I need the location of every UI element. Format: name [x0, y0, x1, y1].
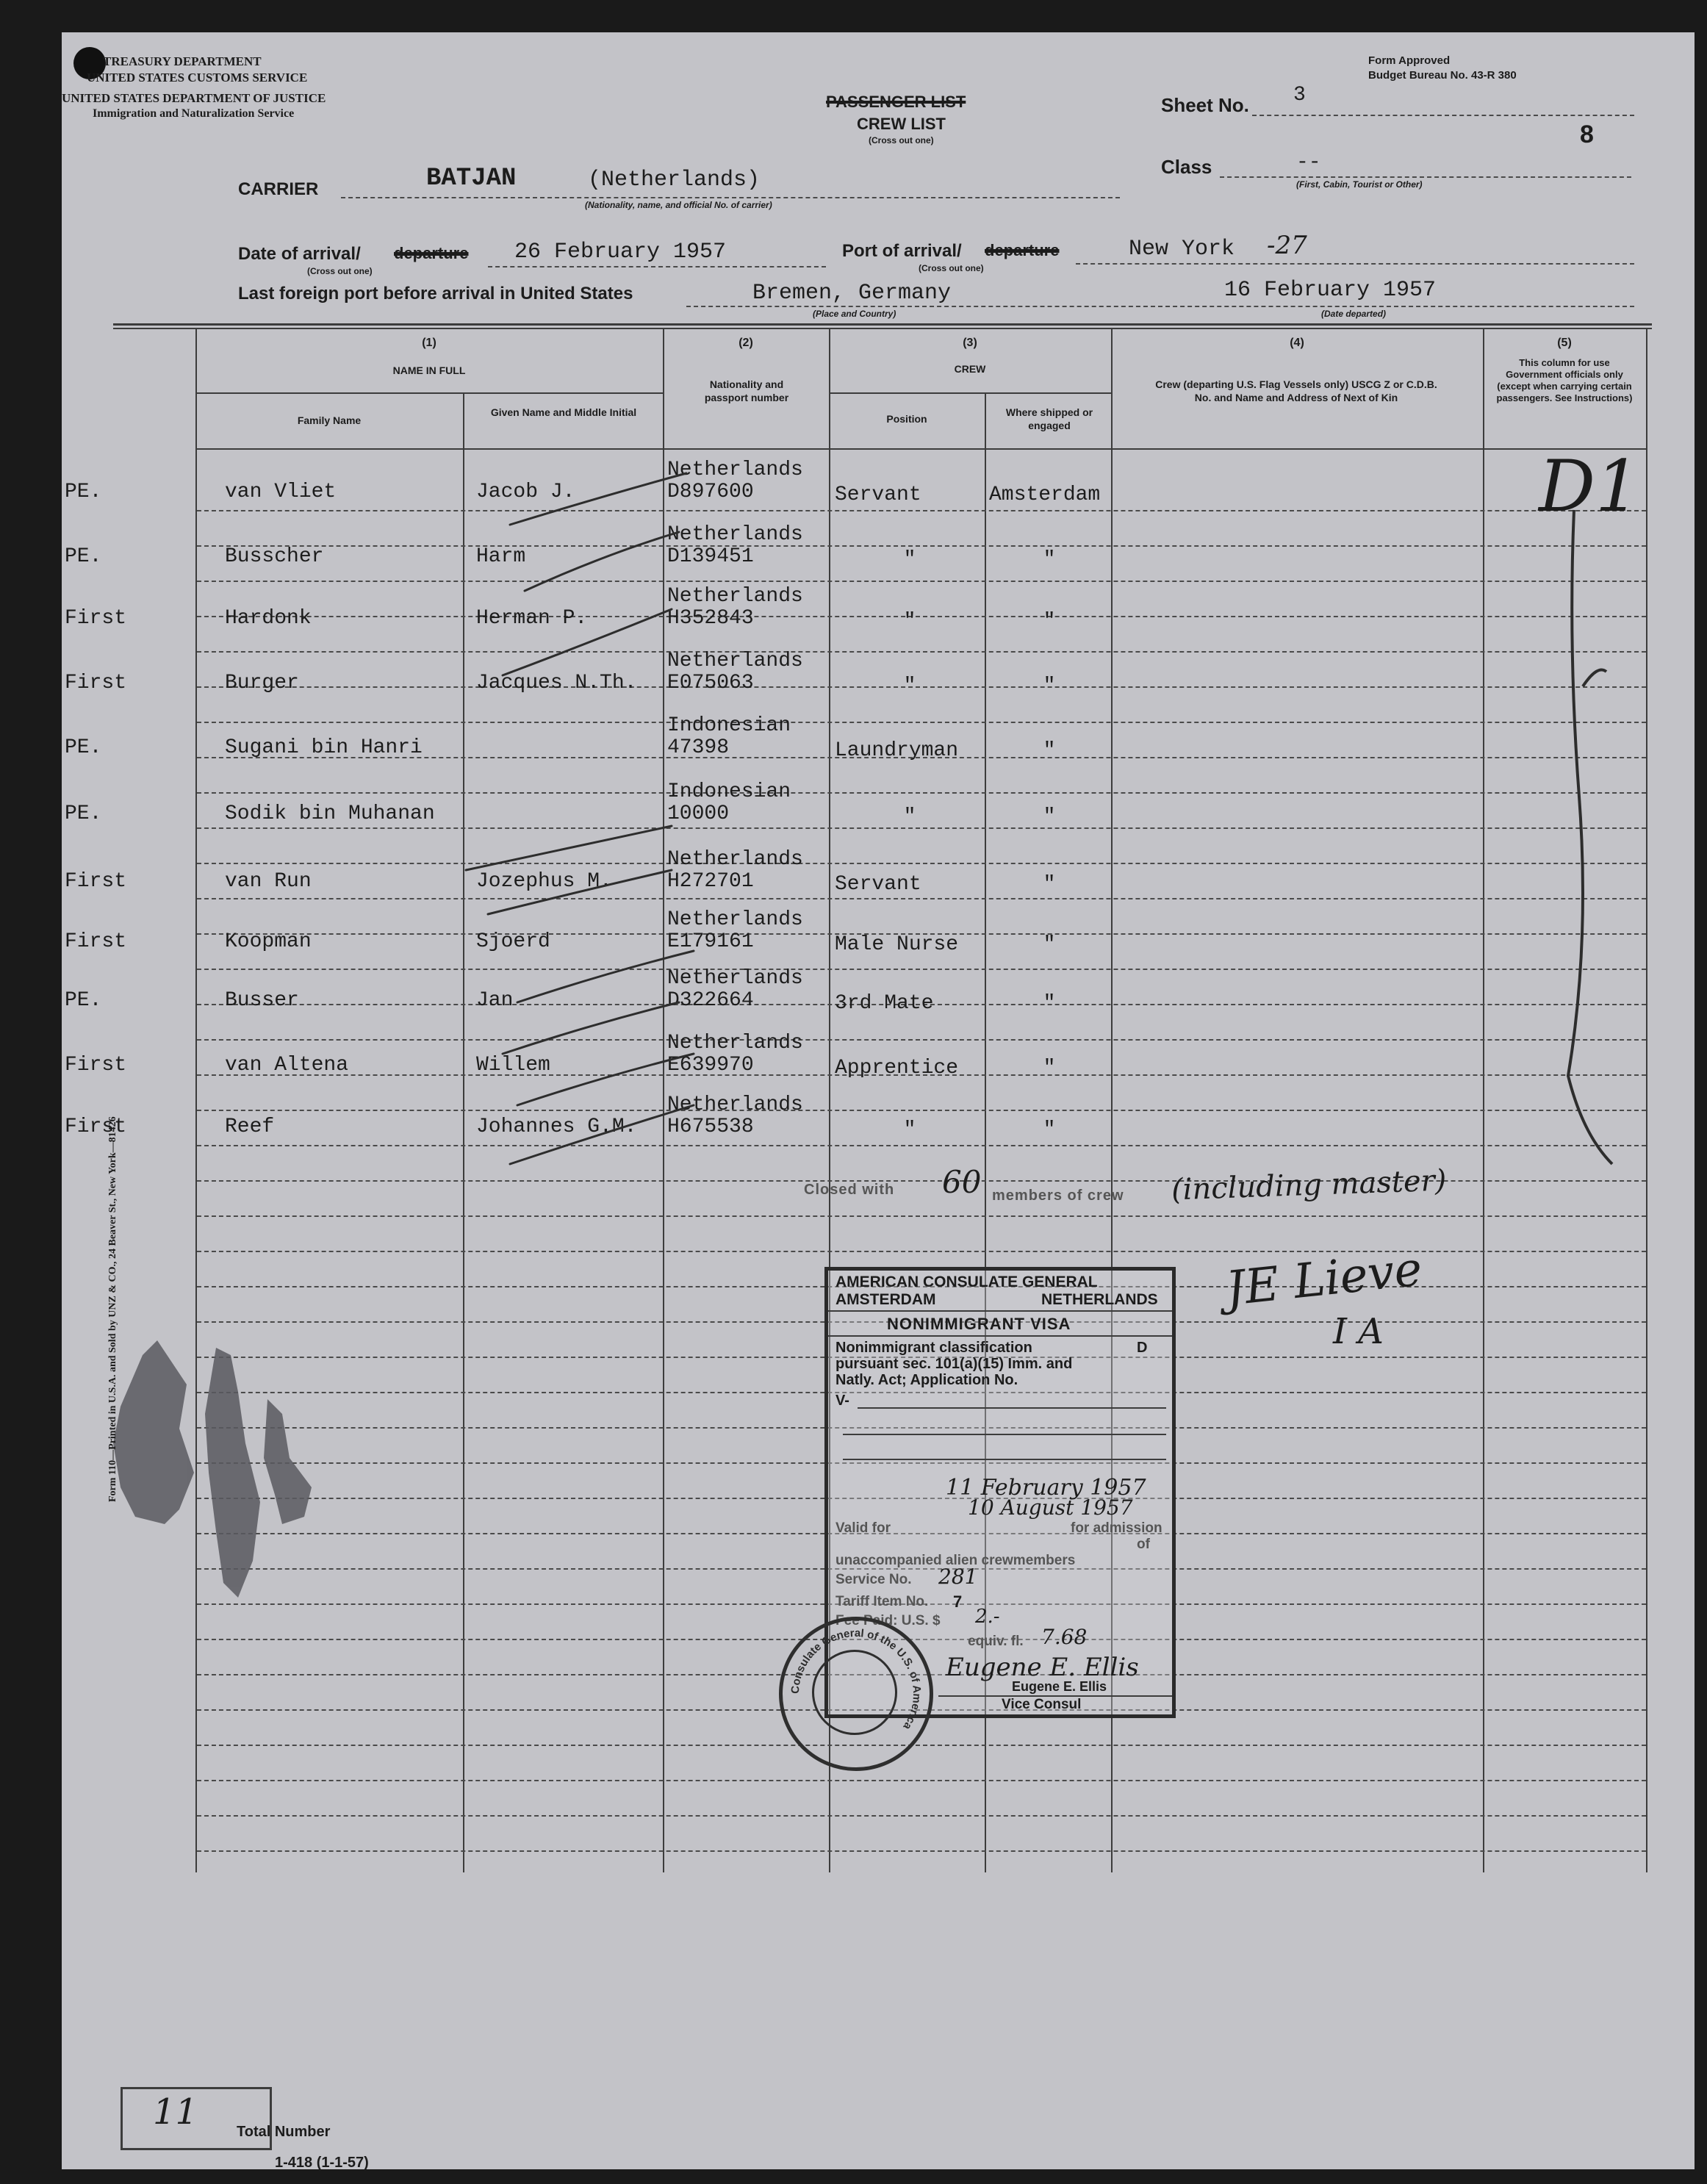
- total-value: 11: [153, 2091, 198, 2133]
- passport-number: 47398: [667, 736, 730, 759]
- visa-class-value: D: [1137, 1340, 1148, 1356]
- ruled-line: [197, 969, 1646, 970]
- crew-position: ": [903, 675, 916, 697]
- family-name: Sodik bin Muhanan: [225, 802, 435, 825]
- visa-rule-2: [828, 1335, 1172, 1337]
- class-label: Class: [1161, 156, 1212, 178]
- crew-position: Servant: [835, 873, 921, 896]
- carrier-nationality: (Netherlands): [588, 168, 761, 193]
- header-bottom-rule: [195, 448, 1647, 450]
- port-note: -27: [1267, 231, 1307, 260]
- given-name: Jacob J.: [476, 481, 575, 503]
- row-mark: First: [65, 870, 127, 893]
- ink-stains: [106, 1340, 326, 1649]
- row-mark: PE.: [65, 545, 102, 568]
- passport-number: D139451: [667, 545, 754, 568]
- visa-line1: AMERICAN CONSULATE GENERAL: [835, 1274, 1098, 1290]
- col5-number: (5): [1557, 337, 1572, 349]
- shipped-at: ": [1043, 1057, 1056, 1080]
- closed-suffix: members of crew: [992, 1188, 1124, 1204]
- sheet-value: 3: [1293, 84, 1306, 107]
- shipped-at: ": [1043, 933, 1056, 956]
- visa-rule-5: [843, 1459, 1166, 1460]
- visa-tariff-label: Tariff Item No.: [835, 1594, 929, 1609]
- col2-number: (2): [738, 337, 753, 349]
- col1-number: (1): [422, 337, 436, 349]
- visa-tariff-value: 7: [953, 1592, 963, 1611]
- shipped-at: Amsterdam: [989, 484, 1101, 506]
- ruled-line: [197, 1110, 1646, 1111]
- crew-position: ": [903, 610, 916, 633]
- visa-equiv-value: 7.68: [1041, 1625, 1088, 1649]
- visa-consul-name: Eugene E. Ellis: [1012, 1679, 1107, 1694]
- visa-line8b: for admission: [1071, 1520, 1162, 1536]
- table-top-rule-2: [113, 328, 1652, 329]
- crew-position: ": [903, 548, 916, 571]
- visa-rule-1: [828, 1310, 1172, 1312]
- shipped-at: ": [1043, 739, 1056, 762]
- ruled-line: [197, 1145, 1646, 1146]
- ruled-line: [197, 545, 1646, 547]
- ruled-line: [197, 722, 1646, 723]
- ruled-line: [197, 1780, 1646, 1781]
- last-port-hint: (Place and Country): [813, 309, 896, 319]
- nationality: Netherlands: [667, 967, 803, 990]
- carrier-name: BATJAN: [426, 165, 517, 193]
- nationality: Indonesian: [667, 714, 791, 737]
- given-name: Johannes G.M.: [476, 1116, 637, 1138]
- visa-fee-label: Fee Paid: U.S. $: [835, 1613, 941, 1628]
- family-name: Hardonk: [225, 607, 312, 630]
- arrival-date: 26 February 1957: [514, 240, 727, 265]
- right-edge-line: [1646, 329, 1647, 1872]
- sheet-label: Sheet No.: [1161, 94, 1249, 116]
- shipped-at: ": [1043, 805, 1056, 828]
- passport-number: D322664: [667, 989, 754, 1012]
- nationality: Netherlands: [667, 1093, 803, 1116]
- nationality: Netherlands: [667, 585, 803, 608]
- port-struck: departure: [985, 241, 1060, 259]
- agency-treasury: TREASURY DEPARTMENT: [103, 54, 262, 68]
- shipped-at: ": [1043, 548, 1056, 571]
- row-mark: First: [65, 1116, 127, 1138]
- visa-issued-date: 11 February 1957: [946, 1475, 1146, 1501]
- row-mark: First: [65, 672, 127, 694]
- visa-line2a: AMSTERDAM: [835, 1291, 936, 1308]
- date-cross-hint: (Cross out one): [307, 266, 373, 276]
- crew-position: Male Nurse: [835, 933, 959, 956]
- page-mark: 8: [1580, 121, 1594, 148]
- d1-mark: D1: [1539, 445, 1641, 528]
- date-label: Date of arrival/: [238, 244, 361, 264]
- row-mark: First: [65, 1054, 127, 1077]
- given-name: Sjoerd: [476, 930, 550, 953]
- visa-rule-4: [843, 1434, 1166, 1435]
- crew-list-form: [62, 32, 1695, 2169]
- visa-service-label: Service No.: [835, 1572, 912, 1587]
- shipped-header: Where shipped or engaged: [1005, 406, 1093, 431]
- row-mark: First: [65, 607, 127, 630]
- col4-number: (4): [1290, 337, 1304, 349]
- closed-hand-note: (including master): [1171, 1163, 1448, 1207]
- nationality: Netherlands: [667, 650, 803, 672]
- signature-initials: I A: [1333, 1311, 1384, 1352]
- agency-ins: Immigration and Naturalization Service: [93, 107, 295, 120]
- side-print: Form 110—Printed in U.S.A. and Sold by UNZ & CO., 24 Beaver St., New York—81426: [107, 1116, 118, 1502]
- nationality: Netherlands: [667, 1032, 803, 1055]
- shipped-at: ": [1043, 873, 1056, 896]
- visa-line3: NONIMMIGRANT VISA: [887, 1315, 1071, 1333]
- family-name: van Vliet: [225, 481, 337, 503]
- shipped-at: ": [1043, 675, 1056, 697]
- signature: JE Lieve: [1223, 1242, 1425, 1317]
- ruled-line: [197, 1251, 1646, 1252]
- form-approved: Form Approved: [1368, 54, 1451, 67]
- family-name: Busser: [225, 989, 299, 1012]
- crew-header: CREW: [954, 363, 986, 375]
- nationality: Indonesian: [667, 780, 791, 803]
- ruled-line: [197, 792, 1646, 794]
- carrier-line: [341, 197, 1120, 198]
- ruled-line: [197, 510, 1646, 511]
- date-line: [488, 266, 826, 267]
- crew-position: ": [903, 1118, 916, 1141]
- closed-prefix: Closed with: [804, 1182, 895, 1198]
- visa-equiv-label: equiv. fl.: [968, 1634, 1024, 1649]
- given-name-header: Given Name and Middle Initial: [490, 406, 637, 418]
- ruled-line: [197, 1039, 1646, 1041]
- ruled-line: [197, 1815, 1646, 1817]
- port-cross-hint: (Cross out one): [919, 263, 984, 273]
- bracket-stroke: [1524, 503, 1627, 1193]
- last-port-value: Bremen, Germany: [752, 281, 952, 306]
- sheet-line: [1252, 115, 1634, 116]
- col1-title: NAME IN FULL: [392, 364, 466, 376]
- name-sub-rule: [195, 392, 664, 394]
- family-name: Burger: [225, 672, 299, 694]
- visa-line5: pursuant sec. 101(a)(15) Imm. and: [835, 1356, 1073, 1372]
- form-code: 1-418 (1-1-57): [275, 2155, 369, 2169]
- ruled-line: [197, 581, 1646, 582]
- last-port-line: [686, 306, 1634, 307]
- given-name: Jacques N.Th.: [476, 672, 637, 694]
- col5-header: This column for use Government officials only (except when carrying certain passengers. See Instructions): [1496, 357, 1633, 403]
- nationality: Netherlands: [667, 523, 803, 546]
- visa-rule-3: [858, 1407, 1166, 1409]
- date-departed-hint: (Date departed): [1321, 309, 1387, 319]
- ruled-line: [197, 651, 1646, 653]
- class-value: --: [1296, 151, 1321, 174]
- arrival-port: New York: [1129, 237, 1235, 262]
- visa-line8: Valid for: [835, 1520, 891, 1536]
- seal-ring-label: Consulate General of the U.S. of America: [788, 1626, 924, 1732]
- row-mark: PE.: [65, 802, 102, 825]
- class-line: [1220, 176, 1631, 178]
- crew-list-title: CREW LIST: [857, 115, 946, 133]
- family-name: van Altena: [225, 1054, 349, 1077]
- family-name: Reef: [225, 1116, 275, 1138]
- date-struck: departure: [394, 244, 469, 262]
- ruled-line: [197, 898, 1646, 899]
- passport-number: D897600: [667, 481, 754, 503]
- passport-number: H352843: [667, 607, 754, 630]
- consulate-seal: [779, 1617, 933, 1771]
- visa-service-value: 281: [938, 1565, 978, 1589]
- table-top-rule: [113, 323, 1652, 326]
- nationality: Netherlands: [667, 848, 803, 871]
- last-port-label: Last foreign port before arrival in United States: [238, 284, 633, 303]
- visa-consul-title: Vice Consul: [1002, 1697, 1082, 1712]
- visa-line10: unaccompanied alien crewmembers: [835, 1553, 1076, 1568]
- nationality: Netherlands: [667, 908, 803, 931]
- class-hint: (First, Cabin, Tourist or Other): [1296, 179, 1423, 190]
- position-header: Position: [886, 413, 927, 425]
- port-line: [1076, 263, 1634, 265]
- visa-line2b: NETHERLANDS: [1041, 1291, 1158, 1308]
- agency-justice: UNITED STATES DEPARTMENT OF JUSTICE: [62, 91, 326, 105]
- crew-position: Servant: [835, 484, 921, 506]
- row-mark: PE.: [65, 989, 102, 1012]
- passport-number: 10000: [667, 802, 730, 825]
- passport-number: E639970: [667, 1054, 754, 1077]
- port-label: Port of arrival/: [842, 241, 962, 261]
- crew-position: Laundryman: [835, 739, 959, 762]
- row-mark: First: [65, 930, 127, 953]
- passport-number: E075063: [667, 672, 754, 694]
- visa-fee-value: 2.-: [975, 1606, 1000, 1628]
- budget-bureau: Budget Bureau No. 43-R 380: [1368, 69, 1517, 82]
- col-line-7: [1483, 329, 1484, 1872]
- crew-position: ": [903, 805, 916, 828]
- shipped-at: ": [1043, 610, 1056, 633]
- family-name: van Run: [225, 870, 312, 893]
- cross-out-hint: (Cross out one): [869, 135, 934, 146]
- closed-count: 60: [942, 1164, 982, 1200]
- shipped-at: ": [1043, 992, 1056, 1015]
- ruled-line: [197, 1215, 1646, 1217]
- given-name: Harm: [476, 545, 526, 568]
- visa-line6: Natly. Act; Application No.: [835, 1372, 1018, 1388]
- given-name: Herman P.: [476, 607, 588, 630]
- ruled-line: [197, 1850, 1646, 1852]
- family-name-header: Family Name: [297, 414, 362, 426]
- visa-line9: of: [1137, 1537, 1150, 1552]
- ruled-line: [197, 863, 1646, 864]
- given-name: Jozephus M.: [476, 870, 612, 893]
- row-mark: PE.: [65, 736, 102, 759]
- passport-number: E179161: [667, 930, 754, 953]
- crew-position: 3rd Mate: [835, 992, 934, 1015]
- nationality-header: Nationality and passport number: [704, 378, 789, 403]
- carrier-label: CARRIER: [238, 179, 319, 199]
- col3-number: (3): [963, 337, 977, 349]
- passenger-list-struck: PASSENGER LIST: [826, 93, 966, 111]
- agency-customs: UNITED STATES CUSTOMS SERVICE: [87, 71, 308, 85]
- passport-number: H675538: [667, 1116, 754, 1138]
- row-mark: PE.: [65, 481, 102, 503]
- family-name: Busscher: [225, 545, 324, 568]
- family-name: Sugani bin Hanri: [225, 736, 423, 759]
- check-strokes: [459, 444, 752, 1223]
- total-label: Total Number: [237, 2124, 331, 2140]
- passport-number: H272701: [667, 870, 754, 893]
- nationality: Netherlands: [667, 459, 803, 481]
- visa-line7: V-: [835, 1393, 849, 1409]
- crew-sub-rule: [829, 392, 1113, 394]
- family-name: Koopman: [225, 930, 312, 953]
- crew-position: Apprentice: [835, 1057, 959, 1080]
- visa-line4: Nonimmigrant classification: [835, 1340, 1032, 1356]
- given-name: Willem: [476, 1054, 550, 1077]
- svg-text:Consulate General of the U.S.: [789, 1627, 923, 1732]
- date-departed: 16 February 1957: [1224, 278, 1437, 303]
- visa-consul-signature: Eugene E. Ellis: [946, 1653, 1139, 1682]
- given-name: Jan: [476, 989, 514, 1012]
- col4-header: Crew (departing U.S. Flag Vessels only) USCG Z or C.D.B. No. and Name and Address of Next of Kin: [1155, 378, 1437, 403]
- visa-valid-date: 10 August 1957: [968, 1495, 1133, 1520]
- carrier-hint: (Nationality, name, and official No. of carrier): [585, 200, 772, 210]
- seal-ring-text: [783, 1620, 930, 1767]
- shipped-at: ": [1043, 1118, 1056, 1141]
